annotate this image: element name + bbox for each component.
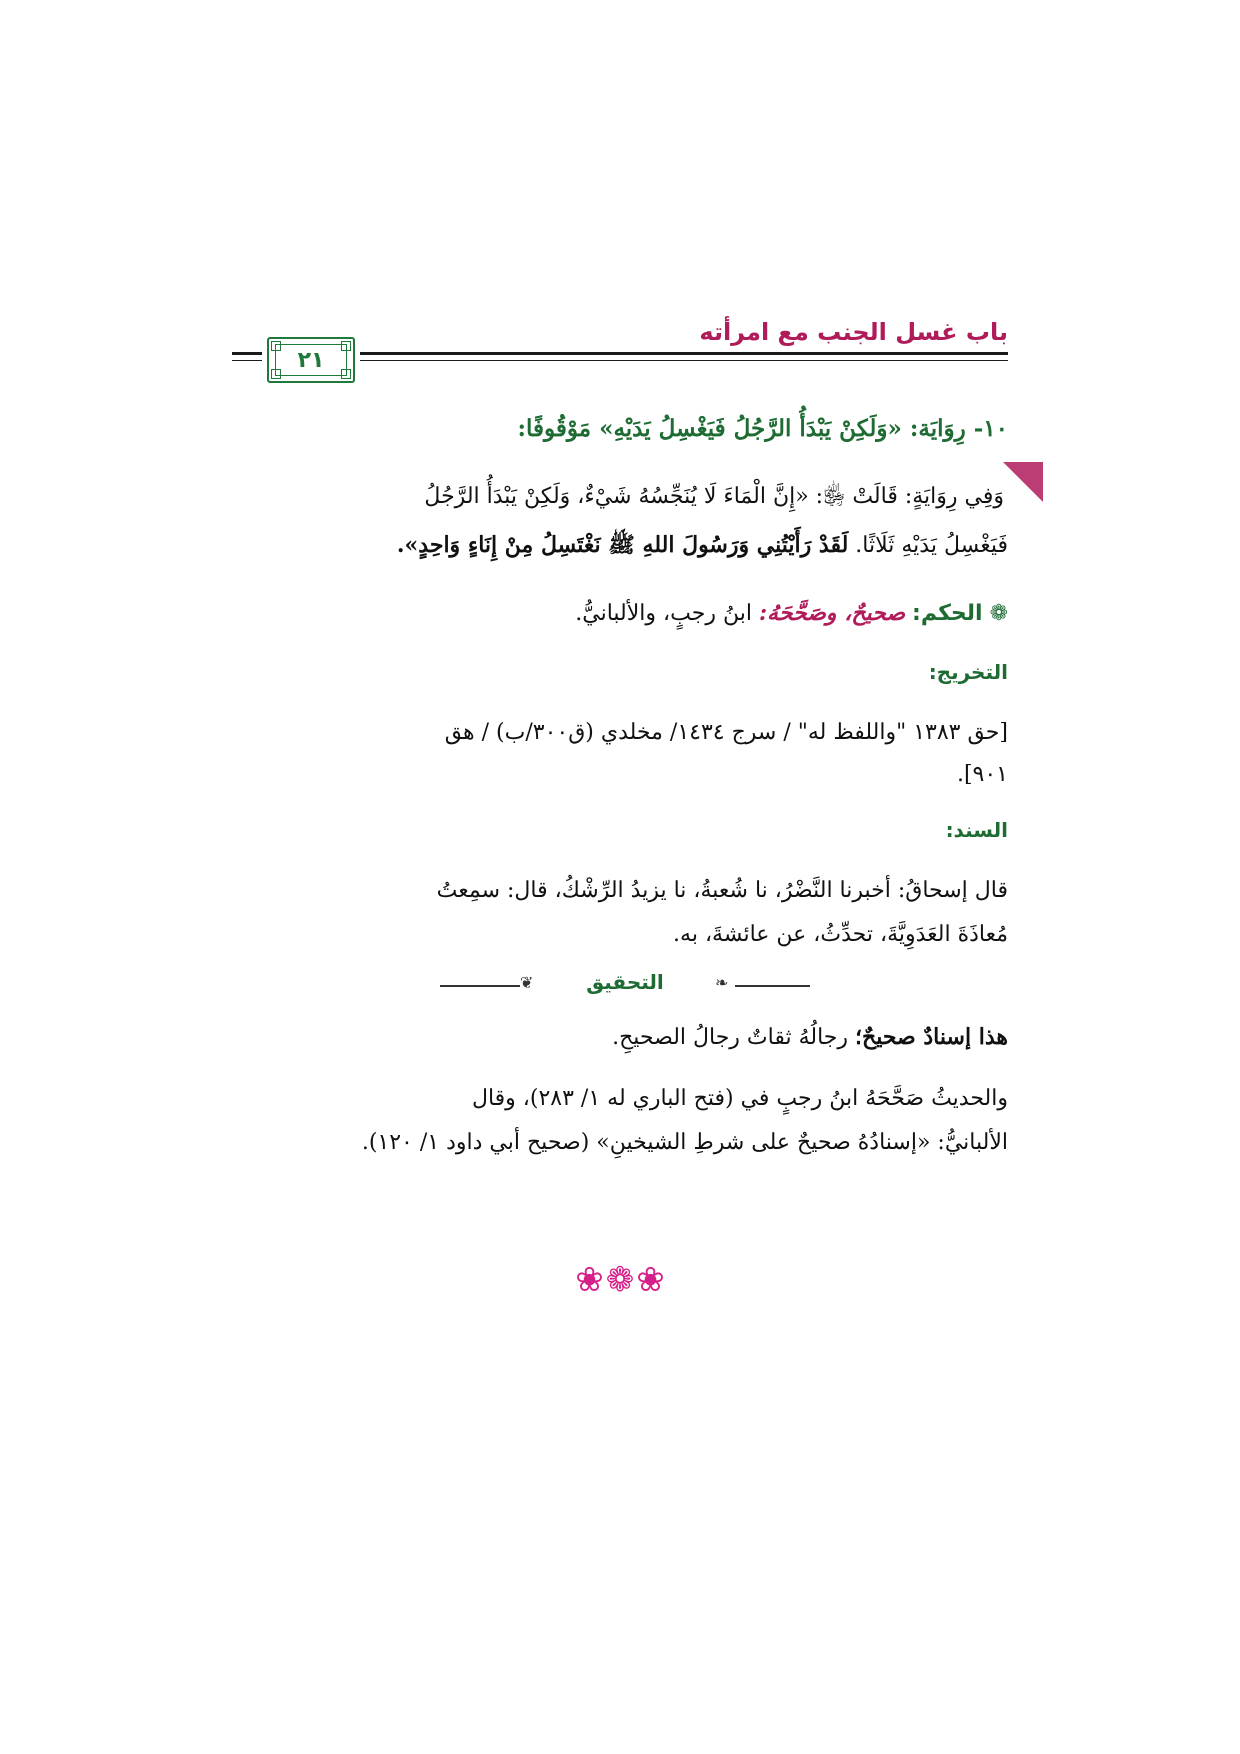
tahqiq-line-3: الألبانيُّ: «إسنادُهُ صحيحٌ على شرطِ الشيخينِ» (صحيح أبي داود ١/ ١٢٠). xyxy=(361,1130,1008,1155)
tahqiq-line-1-rest: رجالُهُ ثقاتٌ رجالُ الصحيحِ. xyxy=(612,1025,849,1050)
narration-line-1: وَفِي رِوَايَةٍ: قَالَتْ ﵂: «إِنَّ الْمَاءَ لَا يُنَجِّسُهُ شَيْءٌ، وَلَكِنْ يَبْدَأُ الرَّجُلُ xyxy=(424,484,1004,509)
narration-line-2-bold: لَقَدْ رَأَيْتُنِي وَرَسُولَ اللهِ ﷺ نَغْتَسِلُ مِنْ إِنَاءٍ وَاحِدٍ». xyxy=(396,532,849,558)
sanad-line-1: قال إسحاقُ: أخبرنا النَّضْرُ، نا شُعبةُ، نا يزيدُ الرِّشْكُ، قال: سمِعتُ xyxy=(436,878,1008,903)
section-heading: ١٠- رِوَايَة: «وَلَكِنْ يَبْدَأُ الرَّجُلُ فَيَغْسِلُ يَدَيْهِ» مَوْقُوفًا: xyxy=(517,415,1008,442)
tahqiq-line-1-bold: هذا إسنادٌ صحيحٌ؛ xyxy=(855,1024,1008,1050)
chapter-title: باب غسل الجنب مع امرأته xyxy=(699,318,1008,346)
narration-line-2 xyxy=(397,528,1008,563)
tahqiq-title: التحقيق xyxy=(586,970,664,994)
tahqiq-line-2: والحديثُ صَحَّحَهُ ابنُ رجبٍ في (فتح الباري له ١/ ٢٨٣)، وقال xyxy=(471,1086,1008,1111)
sanad-line-2: مُعاذَةَ العَدَوِيَّةَ، تحدِّثُ، عن عائشةَ، به. xyxy=(673,922,1008,947)
takhrij-line-1: [حق ١٣٨٣ "واللفظ له" / سرج ١٤٣٤/ مخلدي (ق٣٠٠/ب) / هق xyxy=(444,720,1008,745)
divider-ornament-right: ❧ xyxy=(715,973,729,992)
floral-ornament-icon: ❀❁❀ xyxy=(575,1260,667,1300)
divider-ornament-left: ❦ xyxy=(520,973,534,992)
ruling-line xyxy=(575,596,1008,631)
tahqiq-line-1 xyxy=(612,1020,1008,1055)
header-rule-right-top xyxy=(360,352,1008,355)
header-rule-left-top xyxy=(232,352,262,355)
ruling-value: صحيحٌ، وصَحَّحَهُ: xyxy=(758,600,906,626)
page-number-frame xyxy=(267,337,355,383)
ruling-label: الحكم: xyxy=(912,601,983,626)
header-rule-right-bottom xyxy=(360,360,1008,361)
divider-left xyxy=(440,985,520,987)
quote-corner-ornament xyxy=(1003,462,1043,502)
sanad-label: السند: xyxy=(945,818,1008,842)
page-number: ٢١ xyxy=(275,344,347,376)
takhrij-label: التخريج: xyxy=(928,660,1008,684)
divider-right xyxy=(735,985,810,987)
takhrij-line-2: ٩٠١]. xyxy=(956,762,1008,787)
ruling-by: ابنُ رجبٍ، والألبانيُّ. xyxy=(575,601,752,626)
rosette-icon: ❁ xyxy=(989,601,1008,626)
header-rule-left-bottom xyxy=(232,360,262,361)
narration-line-2-plain: فَيَغْسِلُ يَدَيْهِ ثَلَاثًا. xyxy=(855,533,1008,558)
